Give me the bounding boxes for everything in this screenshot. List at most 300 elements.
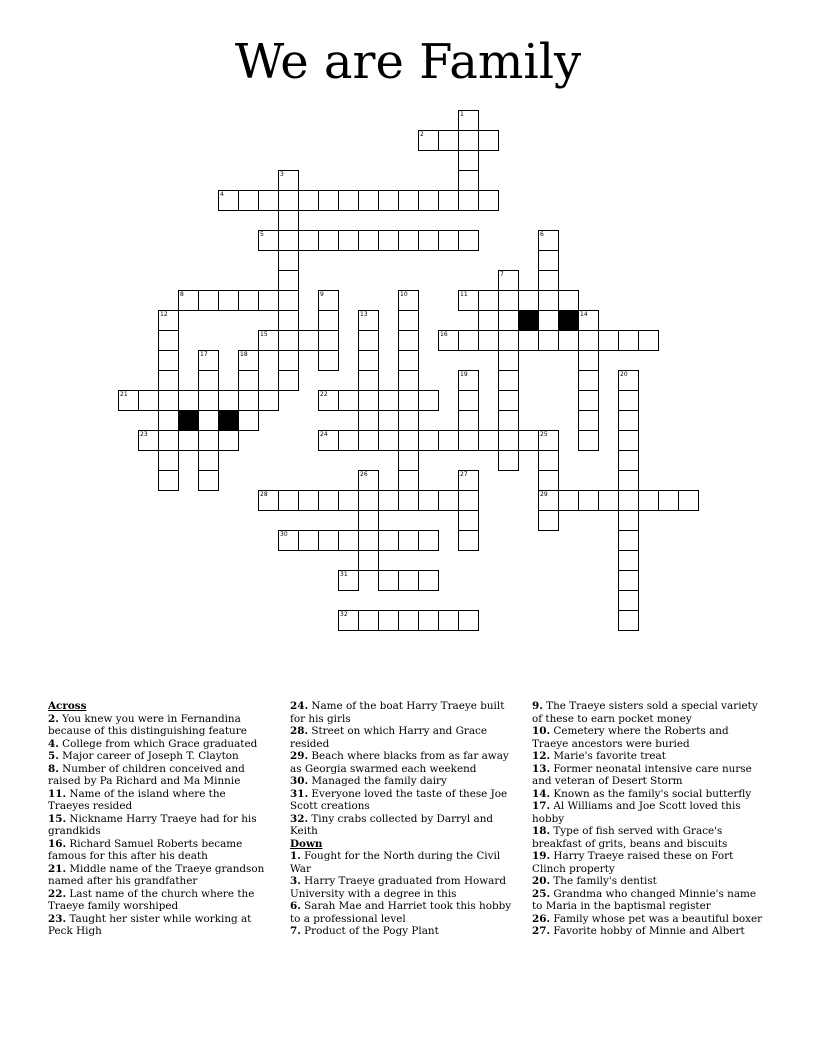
grid-cell[interactable] xyxy=(578,430,599,451)
puzzle-title: We are Family xyxy=(234,34,582,90)
grid-cell[interactable] xyxy=(438,190,459,211)
grid-cell[interactable] xyxy=(238,190,259,211)
clue-text: Managed the family dairy xyxy=(308,775,447,787)
grid-cell[interactable] xyxy=(418,390,439,411)
grid-cell[interactable] xyxy=(618,590,639,611)
cell-number: 5 xyxy=(260,231,264,238)
grid-cell[interactable] xyxy=(338,530,359,551)
grid-cell[interactable] xyxy=(238,390,259,411)
grid-cell[interactable] xyxy=(418,130,439,151)
cell-number: 23 xyxy=(140,431,148,438)
grid-cell[interactable] xyxy=(398,330,419,351)
grid-cell[interactable] xyxy=(478,290,499,311)
grid-cell[interactable] xyxy=(358,230,379,251)
grid-cell[interactable] xyxy=(438,330,459,351)
grid-cell[interactable] xyxy=(498,310,519,331)
cell-number: 2 xyxy=(420,131,424,138)
clue-item xyxy=(290,850,512,875)
clue-text: Sarah Mae and Harriet took this hobby to a professional level xyxy=(290,900,512,925)
grid-cell[interactable] xyxy=(678,490,699,511)
clue-text: Major career of Joseph T. Clayton xyxy=(58,750,239,762)
grid-cell[interactable] xyxy=(398,530,419,551)
grid-cell[interactable] xyxy=(538,470,559,491)
clue-number: 7. xyxy=(290,925,301,937)
grid-cell[interactable] xyxy=(278,230,299,251)
grid-cell[interactable] xyxy=(418,490,439,511)
clue-number: 14. xyxy=(532,787,551,800)
grid-cell[interactable] xyxy=(178,390,199,411)
grid-cell[interactable] xyxy=(138,390,159,411)
clue-text: Marie's favorite treat xyxy=(550,750,666,762)
cell-number: 6 xyxy=(540,231,544,238)
clue-number: 31. xyxy=(290,787,309,800)
clue-number: 5. xyxy=(48,750,59,762)
grid-cell[interactable] xyxy=(158,310,179,331)
clue-item xyxy=(532,700,768,725)
grid-cell[interactable] xyxy=(398,570,419,591)
grid-cell[interactable] xyxy=(198,450,219,471)
clue-number: 17. xyxy=(532,800,551,812)
grid-cell[interactable] xyxy=(418,230,439,251)
clue-number: 25. xyxy=(532,887,551,900)
clue-item xyxy=(532,750,768,763)
clue-number: 13. xyxy=(532,762,551,775)
grid-cell[interactable] xyxy=(198,290,219,311)
clue-item xyxy=(48,813,270,838)
grid-cell[interactable] xyxy=(358,510,379,531)
grid-cell[interactable] xyxy=(158,470,179,491)
grid-cell[interactable] xyxy=(258,290,279,311)
cell-number: 28 xyxy=(260,491,268,498)
grid-cell[interactable] xyxy=(318,490,339,511)
cell-number: 14 xyxy=(580,311,588,318)
grid-cell[interactable] xyxy=(578,350,599,371)
grid-cell[interactable] xyxy=(218,390,239,411)
cell-number: 16 xyxy=(440,331,448,338)
grid-cell[interactable] xyxy=(278,190,299,211)
clue-item xyxy=(532,850,768,875)
grid-cell[interactable] xyxy=(338,610,359,631)
grid-cell[interactable] xyxy=(358,330,379,351)
clue-item xyxy=(290,813,512,838)
clue-text: Tiny crabs collected by Darryl and Keith xyxy=(290,812,494,837)
grid-cell[interactable] xyxy=(398,430,419,451)
grid-cell[interactable] xyxy=(238,370,259,391)
grid-cell[interactable] xyxy=(458,490,479,511)
grid-cell[interactable] xyxy=(618,530,639,551)
clue-item xyxy=(48,863,270,888)
cell-number: 24 xyxy=(320,431,328,438)
grid-cell[interactable] xyxy=(458,290,479,311)
grid-cell[interactable] xyxy=(258,230,279,251)
grid-cell[interactable] xyxy=(218,290,239,311)
grid-cell[interactable] xyxy=(538,250,559,271)
clue-item xyxy=(48,913,270,938)
grid-cell[interactable] xyxy=(398,470,419,491)
clue-text: You knew you were in Fernandina because of this distinguishing feature xyxy=(48,712,247,737)
grid-cell[interactable] xyxy=(618,430,639,451)
grid-cell[interactable] xyxy=(478,310,499,331)
grid-cell[interactable] xyxy=(378,230,399,251)
grid-cell[interactable] xyxy=(458,110,479,131)
grid-cell[interactable] xyxy=(158,430,179,451)
cell-number: 26 xyxy=(360,471,368,478)
grid-cell[interactable] xyxy=(498,270,519,291)
grid-cell[interactable] xyxy=(318,230,339,251)
grid-cell[interactable] xyxy=(398,610,419,631)
clue-text: Grandma who changed Minnie's name to Maria in the baptismal register xyxy=(532,887,757,912)
grid-cell[interactable] xyxy=(278,530,299,551)
grid-cell[interactable] xyxy=(478,130,499,151)
grid-cell[interactable] xyxy=(538,430,559,451)
grid-cell[interactable] xyxy=(458,510,479,531)
grid-cell[interactable] xyxy=(178,290,199,311)
grid-cell[interactable] xyxy=(198,370,219,391)
grid-cell[interactable] xyxy=(498,330,519,351)
clue-number: 4. xyxy=(48,737,59,750)
clue-item xyxy=(290,700,512,725)
grid-cell[interactable] xyxy=(358,410,379,431)
grid-cell[interactable] xyxy=(478,190,499,211)
grid-cell[interactable] xyxy=(558,290,579,311)
clue-item xyxy=(290,750,512,775)
grid-cell[interactable] xyxy=(398,410,419,431)
clue-text: The family's dentist xyxy=(550,875,657,887)
grid-cell[interactable] xyxy=(258,330,279,351)
clue-number: 27. xyxy=(532,925,551,937)
grid-cell[interactable] xyxy=(378,610,399,631)
grid-cell[interactable] xyxy=(398,370,419,391)
grid-cell[interactable] xyxy=(458,410,479,431)
grid-cell[interactable] xyxy=(358,490,379,511)
grid-cell[interactable] xyxy=(358,550,379,571)
grid-cell[interactable] xyxy=(618,610,639,631)
grid-cell[interactable] xyxy=(458,370,479,391)
grid-cell[interactable] xyxy=(358,470,379,491)
clue-item xyxy=(290,875,512,900)
cell-number: 3 xyxy=(280,171,284,178)
clue-number: 18. xyxy=(532,825,551,837)
grid-cell[interactable] xyxy=(298,190,319,211)
grid-cell[interactable] xyxy=(318,430,339,451)
grid-cell[interactable] xyxy=(498,290,519,311)
grid-cell[interactable] xyxy=(278,210,299,231)
grid-cell[interactable] xyxy=(638,490,659,511)
grid-cell[interactable] xyxy=(338,190,359,211)
clue-text: Favorite hobby of Minnie and Albert xyxy=(550,925,745,937)
grid-cell[interactable] xyxy=(358,350,379,371)
grid-cell[interactable] xyxy=(418,610,439,631)
grid-cell[interactable] xyxy=(138,430,159,451)
cell-number: 32 xyxy=(340,611,348,618)
grid-cell[interactable] xyxy=(438,230,459,251)
grid-cell[interactable] xyxy=(618,550,639,571)
grid-cell[interactable] xyxy=(418,570,439,591)
grid-cell[interactable] xyxy=(658,490,679,511)
grid-cell[interactable] xyxy=(398,290,419,311)
grid-cell[interactable] xyxy=(278,370,299,391)
clue-item xyxy=(532,763,768,788)
grid-cell[interactable] xyxy=(358,370,379,391)
grid-cell[interactable] xyxy=(418,430,439,451)
grid-cell[interactable] xyxy=(298,490,319,511)
grid-cell[interactable] xyxy=(198,470,219,491)
grid-cell[interactable] xyxy=(618,410,639,431)
clue-number: 32. xyxy=(290,812,309,825)
grid-cell[interactable] xyxy=(158,350,179,371)
grid-cell[interactable] xyxy=(278,250,299,271)
grid-cell[interactable] xyxy=(398,350,419,371)
grid-cell[interactable] xyxy=(498,390,519,411)
clue-item xyxy=(290,725,512,750)
clue-item xyxy=(532,888,768,913)
clue-text: College from which Grace graduated xyxy=(58,737,258,750)
grid-cell[interactable] xyxy=(238,410,259,431)
black-square xyxy=(178,410,199,431)
grid-cell[interactable] xyxy=(458,610,479,631)
grid-cell[interactable] xyxy=(578,310,599,331)
grid-cell[interactable] xyxy=(458,170,479,191)
grid-cell[interactable] xyxy=(518,330,539,351)
grid-cell[interactable] xyxy=(158,450,179,471)
grid-cell[interactable] xyxy=(358,190,379,211)
cell-number: 12 xyxy=(160,311,168,318)
grid-cell[interactable] xyxy=(478,330,499,351)
clue-text: Beach where blacks from as far away as Georgia swarmed each weekend xyxy=(290,750,509,775)
grid-cell[interactable] xyxy=(618,470,639,491)
cell-number: 10 xyxy=(400,291,408,298)
cell-number: 9 xyxy=(320,291,324,298)
clue-number: 2. xyxy=(48,712,59,725)
cell-number: 19 xyxy=(460,371,468,378)
grid-cell[interactable] xyxy=(338,490,359,511)
clue-item xyxy=(48,713,270,738)
grid-cell[interactable] xyxy=(378,390,399,411)
clue-text: Nickname Harry Traeye had for his grandkids xyxy=(48,812,257,837)
black-square xyxy=(218,410,239,431)
grid-cell[interactable] xyxy=(598,330,619,351)
grid-cell[interactable] xyxy=(458,230,479,251)
cell-number: 20 xyxy=(620,371,628,378)
grid-cell[interactable] xyxy=(378,530,399,551)
grid-cell[interactable] xyxy=(198,410,219,431)
grid-cell[interactable] xyxy=(258,390,279,411)
grid-cell[interactable] xyxy=(198,390,219,411)
grid-cell[interactable] xyxy=(538,330,559,351)
clue-number: 28. xyxy=(290,725,309,737)
grid-cell[interactable] xyxy=(458,330,479,351)
clue-item xyxy=(532,825,768,850)
clue-item xyxy=(532,800,768,825)
clue-number: 12. xyxy=(532,750,551,762)
grid-cell[interactable] xyxy=(358,530,379,551)
grid-cell[interactable] xyxy=(618,390,639,411)
clue-number: 3. xyxy=(290,875,301,887)
grid-cell[interactable] xyxy=(158,410,179,431)
grid-cell[interactable] xyxy=(278,290,299,311)
grid-cell[interactable] xyxy=(298,530,319,551)
grid-cell[interactable] xyxy=(438,430,459,451)
clue-item xyxy=(290,925,512,938)
grid-cell[interactable] xyxy=(578,370,599,391)
grid-cell[interactable] xyxy=(398,390,419,411)
cell-number: 29 xyxy=(540,491,548,498)
grid-cell[interactable] xyxy=(198,430,219,451)
grid-cell[interactable] xyxy=(498,350,519,371)
grid-cell[interactable] xyxy=(158,330,179,351)
clue-item xyxy=(532,788,768,801)
grid-cell[interactable] xyxy=(258,490,279,511)
grid-cell[interactable] xyxy=(158,370,179,391)
clue-text: Product of the Pogy Plant xyxy=(300,925,439,937)
black-square xyxy=(558,310,579,331)
clue-item xyxy=(290,788,512,813)
clue-item xyxy=(48,838,270,863)
grid-cell[interactable] xyxy=(458,470,479,491)
grid-cell[interactable] xyxy=(338,230,359,251)
clue-text: Everyone loved the taste of these Joe Scott creations xyxy=(290,787,508,812)
grid-cell[interactable] xyxy=(358,430,379,451)
clue-item xyxy=(48,763,270,788)
clue-text: Family whose pet was a beautiful boxer xyxy=(550,912,763,925)
grid-cell[interactable] xyxy=(358,310,379,331)
grid-cell[interactable] xyxy=(318,390,339,411)
grid-cell[interactable] xyxy=(338,570,359,591)
grid-cell[interactable] xyxy=(278,170,299,191)
grid-cell[interactable] xyxy=(538,270,559,291)
clue-text: Richard Samuel Roberts became famous for this after his death xyxy=(48,837,243,862)
grid-cell[interactable] xyxy=(318,310,339,331)
grid-cell[interactable] xyxy=(378,190,399,211)
grid-cell[interactable] xyxy=(458,190,479,211)
grid-cell[interactable] xyxy=(418,190,439,211)
black-square xyxy=(518,310,539,331)
grid-cell[interactable] xyxy=(398,490,419,511)
grid-cell[interactable] xyxy=(438,610,459,631)
grid-cell[interactable] xyxy=(598,490,619,511)
grid-cell[interactable] xyxy=(278,490,299,511)
grid-cell[interactable] xyxy=(538,230,559,251)
grid-cell[interactable] xyxy=(538,290,559,311)
grid-cell[interactable] xyxy=(338,390,359,411)
grid-cell[interactable] xyxy=(338,430,359,451)
grid-cell[interactable] xyxy=(618,330,639,351)
grid-cell[interactable] xyxy=(538,490,559,511)
grid-cell[interactable] xyxy=(618,450,639,471)
grid-cell[interactable] xyxy=(198,350,219,371)
clue-number: 10. xyxy=(532,725,551,737)
clue-item xyxy=(532,875,768,888)
grid-cell[interactable] xyxy=(238,350,259,371)
cell-number: 7 xyxy=(500,271,504,278)
grid-cell[interactable] xyxy=(298,230,319,251)
grid-cell[interactable] xyxy=(278,270,299,291)
clue-text: Number of children conceived and raised by Pa Richard and Ma Minnie xyxy=(48,762,245,787)
grid-cell[interactable] xyxy=(378,430,399,451)
grid-cell[interactable] xyxy=(238,290,259,311)
cell-number: 13 xyxy=(360,311,368,318)
grid-cell[interactable] xyxy=(398,310,419,331)
grid-cell[interactable] xyxy=(298,330,319,351)
clue-number: 1. xyxy=(290,850,301,862)
clues-column-2 xyxy=(290,700,512,938)
grid-cell[interactable] xyxy=(458,150,479,171)
grid-cell[interactable] xyxy=(558,490,579,511)
grid-cell[interactable] xyxy=(618,490,639,511)
grid-cell[interactable] xyxy=(578,390,599,411)
across-heading: Across xyxy=(48,700,87,712)
grid-cell[interactable] xyxy=(498,450,519,471)
grid-cell[interactable] xyxy=(538,450,559,471)
grid-cell[interactable] xyxy=(398,450,419,471)
grid-cell[interactable] xyxy=(498,370,519,391)
grid-cell[interactable] xyxy=(538,510,559,531)
cell-number: 30 xyxy=(280,531,288,538)
grid-cell[interactable] xyxy=(218,190,239,211)
grid-cell[interactable] xyxy=(398,230,419,251)
grid-cell[interactable] xyxy=(118,390,139,411)
grid-cell[interactable] xyxy=(318,350,339,371)
cell-number: 4 xyxy=(220,191,224,198)
clue-number: 29. xyxy=(290,750,309,762)
grid-cell[interactable] xyxy=(578,330,599,351)
grid-cell[interactable] xyxy=(318,290,339,311)
grid-cell[interactable] xyxy=(578,490,599,511)
grid-cell[interactable] xyxy=(378,490,399,511)
grid-cell[interactable] xyxy=(458,430,479,451)
grid-cell[interactable] xyxy=(558,330,579,351)
grid-cell[interactable] xyxy=(278,310,299,331)
grid-cell[interactable] xyxy=(458,530,479,551)
grid-cell[interactable] xyxy=(378,570,399,591)
grid-cell[interactable] xyxy=(438,490,459,511)
grid-cell[interactable] xyxy=(358,390,379,411)
grid-cell[interactable] xyxy=(578,410,599,431)
cell-number: 18 xyxy=(240,351,248,358)
grid-cell[interactable] xyxy=(498,410,519,431)
grid-cell[interactable] xyxy=(318,330,339,351)
grid-cell[interactable] xyxy=(158,390,179,411)
grid-cell[interactable] xyxy=(478,430,499,451)
grid-cell[interactable] xyxy=(618,510,639,531)
clue-text: Former neonatal intensive care nurse and veteran of Desert Storm xyxy=(532,762,752,787)
grid-cell[interactable] xyxy=(458,130,479,151)
grid-cell[interactable] xyxy=(218,430,239,451)
grid-cell[interactable] xyxy=(618,570,639,591)
grid-cell[interactable] xyxy=(518,290,539,311)
clue-item xyxy=(48,788,270,813)
cell-number: 25 xyxy=(540,431,548,438)
grid-cell[interactable] xyxy=(358,610,379,631)
grid-cell[interactable] xyxy=(278,330,299,351)
grid-cell[interactable] xyxy=(458,390,479,411)
grid-cell[interactable] xyxy=(418,530,439,551)
grid-cell[interactable] xyxy=(498,430,519,451)
grid-cell[interactable] xyxy=(638,330,659,351)
grid-cell[interactable] xyxy=(538,310,559,331)
clue-number: 26. xyxy=(532,912,551,925)
grid-cell[interactable] xyxy=(518,430,539,451)
grid-cell[interactable] xyxy=(318,190,339,211)
grid-cell[interactable] xyxy=(618,370,639,391)
grid-cell[interactable] xyxy=(398,190,419,211)
cell-number: 21 xyxy=(120,391,128,398)
grid-cell[interactable] xyxy=(318,530,339,551)
grid-cell[interactable] xyxy=(278,350,299,371)
grid-cell[interactable] xyxy=(438,130,459,151)
grid-cell[interactable] xyxy=(178,430,199,451)
grid-cell[interactable] xyxy=(258,190,279,211)
